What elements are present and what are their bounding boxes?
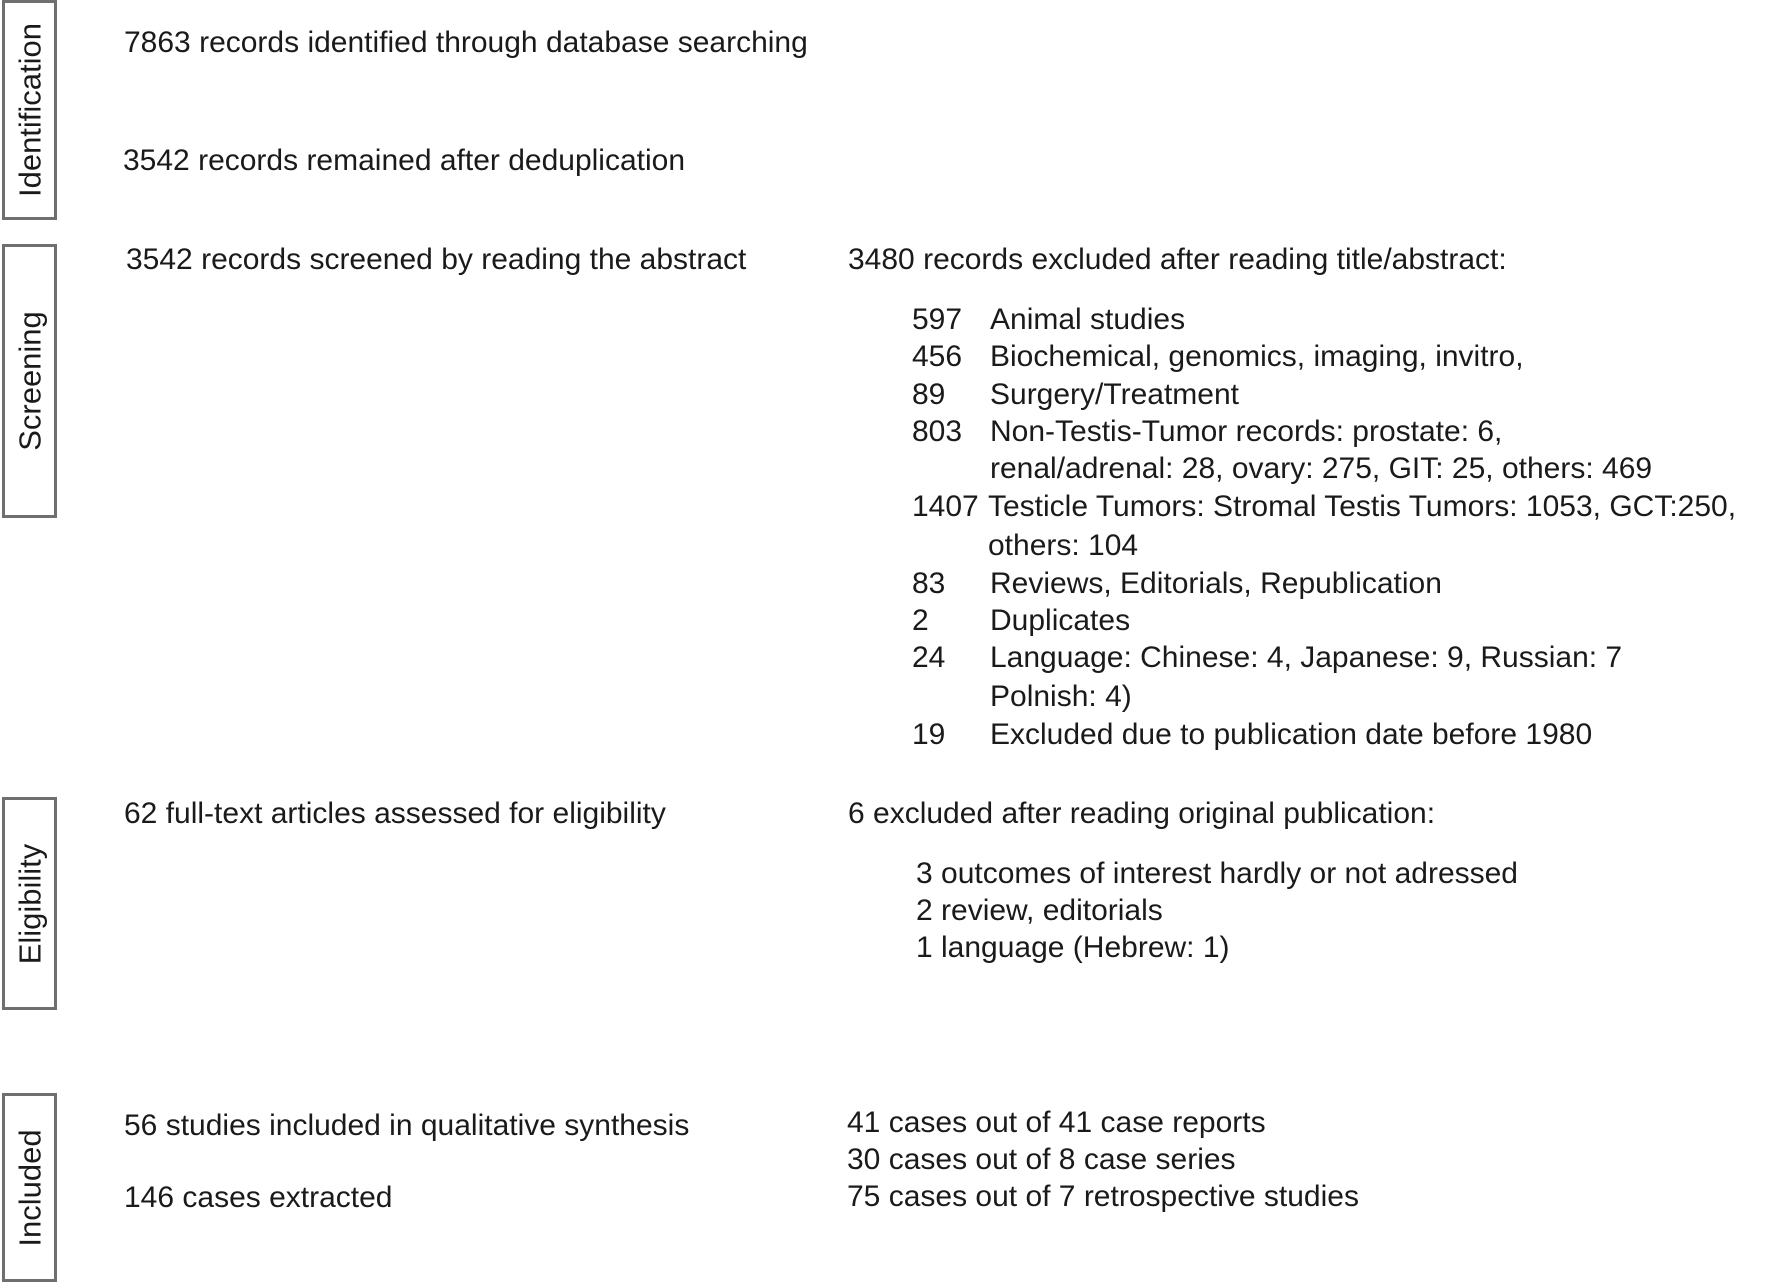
included-breakdown: 30 cases out of 8 case series: [847, 1143, 1236, 1176]
exclusion-reason: Excluded due to publication date before 1980: [990, 718, 1593, 751]
stage-box-screening: [2, 244, 57, 518]
exclusion-reason: Testicle Tumors: Stromal Testis Tumors: 1053, GCT:250,: [988, 490, 1737, 523]
records-after-dedup: 3542 records remained after deduplication: [123, 144, 686, 177]
included-breakdown: 75 cases out of 7 retrospective studies: [847, 1180, 1359, 1213]
stage-label-identification: Identification: [12, 22, 47, 198]
exclusion-reason: Non-Testis-Tumor records: prostate: 6,: [990, 415, 1503, 448]
stage-label-screening: Screening: [12, 311, 47, 451]
eligibility-exclusion: 1 language (Hebrew: 1): [916, 931, 1230, 964]
exclusion-count: 597: [912, 303, 963, 336]
stage-label-included: Included: [12, 1128, 47, 1247]
studies-included: 56 studies included in qualitative synthesis: [124, 1109, 690, 1142]
exclusion-reason: Reviews, Editorials, Republication: [990, 567, 1442, 600]
records-identified: 7863 records identified through database searching: [124, 26, 808, 59]
cases-extracted: 146 cases extracted: [124, 1181, 393, 1214]
exclusion-count: 456: [912, 340, 963, 373]
exclusion-count: 803: [912, 415, 963, 448]
exclusion-count: 2: [912, 604, 929, 637]
exclusion-reason: Biochemical, genomics, imaging, invitro,: [990, 340, 1524, 373]
exclusion-reason: Language: Chinese: 4, Japanese: 9, Russian: 7: [990, 641, 1623, 674]
exclusion-reason-continued: others: 104: [988, 529, 1139, 562]
stage-box-included: [2, 1093, 57, 1282]
exclusion-reason: Animal studies: [990, 303, 1186, 336]
stage-label-eligibility: Eligibility: [12, 843, 47, 964]
records-screened: 3542 records screened by reading the abstract: [126, 243, 747, 276]
exclusion-reason: Duplicates: [990, 604, 1131, 637]
exclusion-reason-continued: renal/adrenal: 28, ovary: 275, GIT: 25, others: 469: [990, 452, 1653, 485]
eligibility-exclusion: 2 review, editorials: [916, 894, 1163, 927]
exclusion-count: 89: [912, 378, 946, 411]
exclusion-count: 19: [912, 718, 946, 751]
stage-box-eligibility: [2, 797, 57, 1010]
exclusion-count: 83: [912, 567, 946, 600]
exclusion-count: 24: [912, 641, 946, 674]
exclusion-count: 1407: [912, 490, 979, 523]
included-breakdown: 41 cases out of 41 case reports: [847, 1106, 1266, 1139]
exclusion-reason: Surgery/Treatment: [990, 378, 1239, 411]
stage-box-identification: [2, 0, 57, 220]
screening-excluded-header: 3480 records excluded after reading title/abstract:: [848, 243, 1507, 276]
eligibility-excluded-header: 6 excluded after reading original publication:: [848, 797, 1436, 830]
exclusion-reason-continued: Polnish: 4): [990, 680, 1132, 713]
full-text-assessed: 62 full-text articles assessed for eligibility: [124, 797, 666, 830]
eligibility-exclusion: 3 outcomes of interest hardly or not adressed: [916, 857, 1518, 890]
